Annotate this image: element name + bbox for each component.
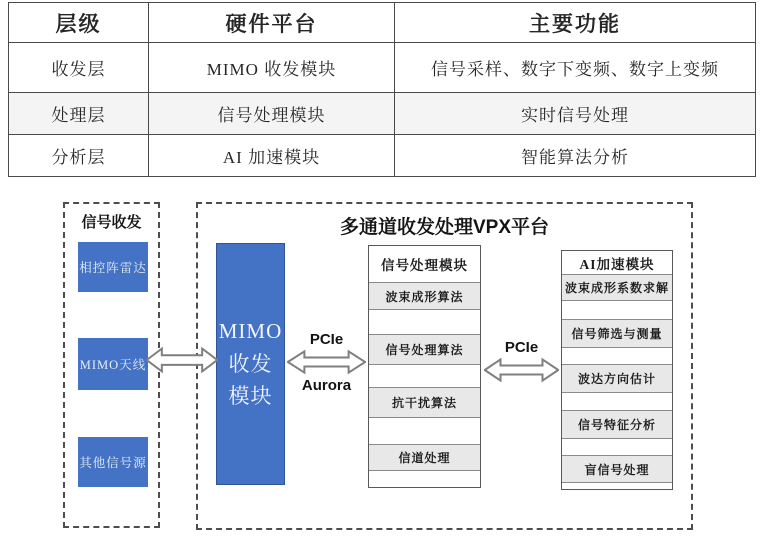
ai-accel-header: AI加速模块 bbox=[562, 251, 672, 274]
double-arrow-mimo-processing bbox=[287, 349, 366, 375]
ai-slot-empty bbox=[562, 438, 672, 455]
vpx-platform-title: 多通道收发处理VPX平台 bbox=[339, 217, 550, 238]
cell-function: 信号采样、数字下变频、数字上变频 bbox=[395, 43, 756, 93]
ai-slot-empty bbox=[562, 392, 672, 410]
ai-item-feature-analysis: 信号特征分析 bbox=[562, 410, 672, 438]
cell-platform: 信号处理模块 bbox=[149, 93, 395, 135]
ai-item-signal-screening: 信号筛选与测量 bbox=[562, 319, 672, 347]
signal-processing-header: 信号处理模块 bbox=[369, 246, 480, 282]
ai-slot-empty bbox=[562, 482, 672, 489]
ai-slot-empty bbox=[562, 347, 672, 364]
mimo-module-line: 收发 bbox=[228, 351, 273, 376]
col-header-layer: 层级 bbox=[9, 3, 149, 43]
sp-item-beamforming: 波束成形算法 bbox=[369, 282, 480, 309]
table-row bbox=[9, 135, 756, 177]
mimo-transceiver-module bbox=[216, 243, 285, 485]
sp-item-signal-algo: 信号处理算法 bbox=[369, 334, 480, 364]
table-header-row bbox=[9, 3, 756, 43]
cell-layer: 分析层 bbox=[9, 135, 149, 177]
table-row bbox=[9, 93, 756, 135]
cell-platform: AI 加速模块 bbox=[149, 135, 395, 177]
table-row bbox=[9, 43, 756, 93]
sp-item-channel-processing: 信道处理 bbox=[369, 444, 480, 470]
link-label-aurora: Aurora bbox=[301, 377, 352, 394]
cell-layer: 处理层 bbox=[9, 93, 149, 135]
ai-item-blind-signal: 盲信号处理 bbox=[562, 455, 672, 482]
ai-item-beam-coeff: 波束成形系数求解 bbox=[562, 274, 672, 300]
ai-slot-empty bbox=[562, 300, 672, 319]
sp-slot-empty bbox=[369, 417, 480, 444]
col-header-function: 主要功能 bbox=[395, 3, 756, 43]
sp-slot-empty bbox=[369, 364, 480, 387]
cell-layer: 收发层 bbox=[9, 43, 149, 93]
link-label-pcie-2: PCIe bbox=[504, 339, 539, 356]
source-other-signal: 其他信号源 bbox=[78, 437, 148, 487]
signal-group-title: 信号收发 bbox=[81, 214, 142, 231]
mimo-module-line: MIMO bbox=[218, 319, 283, 344]
cell-platform: MIMO 收发模块 bbox=[149, 43, 395, 93]
mimo-module-line: 模块 bbox=[228, 384, 273, 409]
cell-function: 智能算法分析 bbox=[395, 135, 756, 177]
signal-processing-column bbox=[368, 245, 481, 488]
ai-item-doa-estimation: 波达方向估计 bbox=[562, 364, 672, 392]
source-mimo-antenna: MIMO天线 bbox=[78, 338, 148, 390]
cell-function: 实时信号处理 bbox=[395, 93, 756, 135]
hardware-spec-table bbox=[8, 2, 756, 177]
double-arrow-processing-ai bbox=[484, 357, 559, 383]
col-header-platform: 硬件平台 bbox=[149, 3, 395, 43]
sp-slot-empty bbox=[369, 470, 480, 487]
link-label-pcie-1: PCIe bbox=[309, 331, 344, 348]
ai-accel-column bbox=[561, 250, 673, 490]
double-arrow-antenna-mimo bbox=[146, 346, 218, 374]
source-phased-array-radar: 相控阵雷达 bbox=[78, 242, 148, 292]
sp-item-anti-jamming: 抗干扰算法 bbox=[369, 387, 480, 417]
sp-slot-empty bbox=[369, 309, 480, 334]
